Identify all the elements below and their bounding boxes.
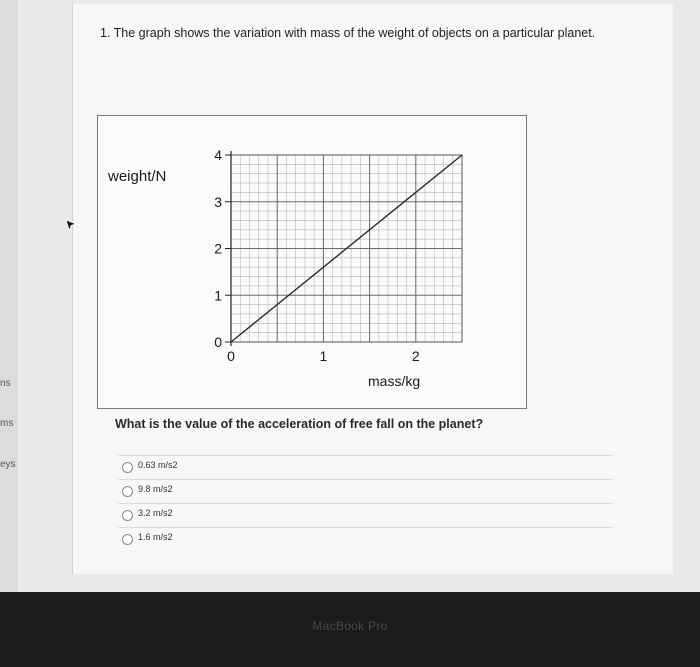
radio-button-icon[interactable] <box>122 510 133 521</box>
x-tick-label: 1 <box>319 348 328 364</box>
radio-button-icon[interactable] <box>122 486 133 497</box>
answer-option-label: 9.8 m/s2 <box>138 484 173 494</box>
y-tick-label: 3 <box>214 193 222 210</box>
x-tick-label: 0 <box>227 348 235 364</box>
question-prompt: What is the value of the acceleration of free fall on the planet? <box>115 417 484 431</box>
radio-button-icon[interactable] <box>122 534 133 545</box>
answer-option-3[interactable] <box>118 527 613 552</box>
answer-option-2[interactable] <box>118 503 613 528</box>
sidebar-item-2[interactable]: eys <box>0 459 16 470</box>
answer-option-0[interactable] <box>118 455 613 480</box>
x-axis-title: mass/kg <box>368 373 421 389</box>
answer-option-1[interactable] <box>118 479 613 504</box>
laptop-brand-label: MacBook Pro <box>312 619 388 633</box>
question-title: 1. The graph shows the variation with mass of the weight of objects on a particular planet. <box>100 26 596 40</box>
y-tick-label: 1 <box>214 287 222 304</box>
radio-button-icon[interactable] <box>122 462 133 473</box>
mouse-pointer-icon <box>65 219 77 233</box>
answer-option-label: 1.6 m/s2 <box>138 532 173 542</box>
sidebar-item-0[interactable]: ns <box>0 378 11 389</box>
y-tick-label: 2 <box>214 240 222 257</box>
x-tick-label: 2 <box>411 348 420 364</box>
answer-option-label: 3.2 m/s2 <box>138 508 173 518</box>
answer-option-label: 0.63 m/s2 <box>138 460 178 470</box>
sidebar-item-1[interactable]: ms <box>0 418 14 429</box>
y-tick-label: 4 <box>214 147 222 163</box>
y-axis-title: weight/N <box>108 168 167 185</box>
y-tick-label: 0 <box>214 334 222 350</box>
